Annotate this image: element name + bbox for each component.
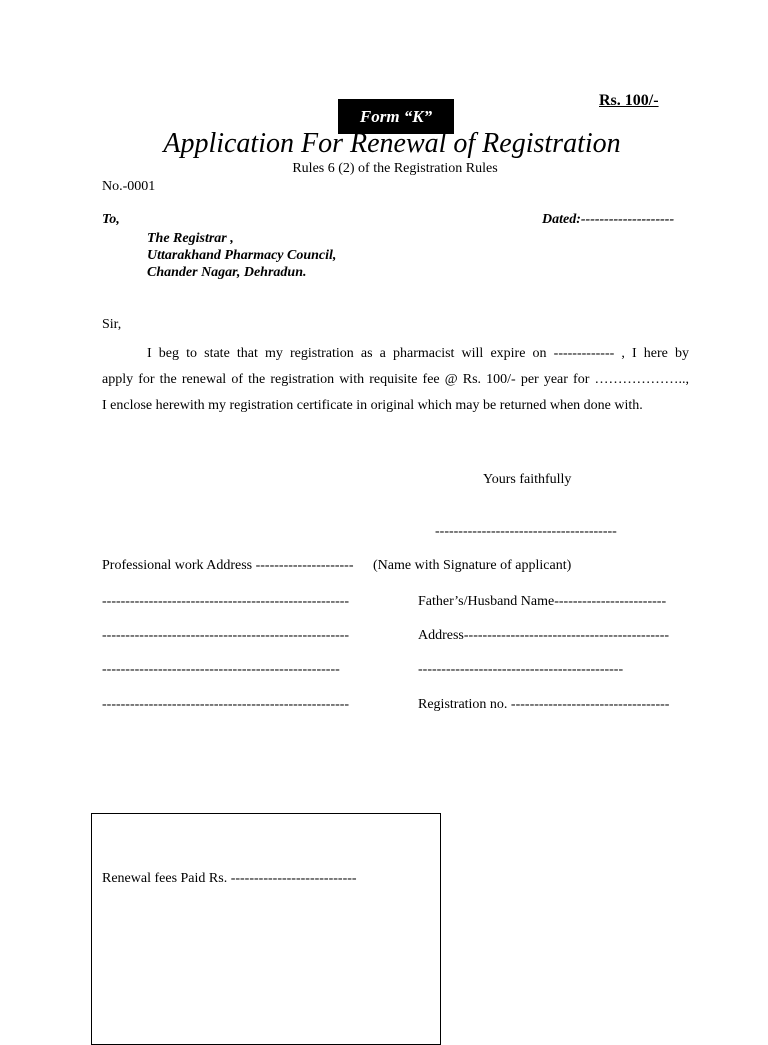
letter-line-2: apply for the renewal of the registration with requisite fee @ Rs. 100/- per year for ……………….., [102,372,689,387]
fee-amount: Rs. 100/- [599,92,659,109]
letter-body [102,341,689,419]
addressee-line-3: Chander Nagar, Dehradun. [147,265,307,280]
work-address-line-1: ----------------------------------------------------- [102,594,350,609]
applicant-address-line-2: -------------------------------------------- [418,662,624,677]
addressee-line-2: Uttarakhand Pharmacy Council, [147,248,337,263]
page-title: Application For Renewal of Registration [163,128,621,159]
form-label: Form “K” [359,106,433,126]
renewal-fees-field: Renewal fees Paid Rs. --------------------------- [102,871,357,886]
letter-line-1: I beg to state that my registration as a pharmacist will expire on ------------- , I here by [147,346,689,361]
work-address-label: Professional work Address --------------------- [102,558,354,573]
applicant-address-field: Address-------------------------------------------- [418,628,670,643]
registration-number-field: Registration no. ---------------------------------- [418,697,670,712]
reference-number: No.-0001 [102,179,156,194]
work-address-line-3: --------------------------------------------------- [102,662,340,677]
renewal-fee-box [91,813,441,1045]
salutation: Sir, [102,317,122,332]
letter-line-3: I enclose herewith my registration certificate in original which may be returned when done with. [102,398,643,413]
dated-field: Dated:-------------------- [542,212,675,227]
father-husband-name-field: Father’s/Husband Name------------------------ [418,594,667,609]
signature-line: --------------------------------------- [435,524,617,539]
addressee-line-1: The Registrar , [147,231,234,246]
work-address-line-4: ----------------------------------------------------- [102,697,350,712]
work-address-line-2: ----------------------------------------------------- [102,628,350,643]
to-label: To, [102,212,120,227]
page-subtitle: Rules 6 (2) of the Registration Rules [292,161,498,176]
closing: Yours faithfully [483,472,572,487]
signature-label: (Name with Signature of applicant) [373,558,572,573]
